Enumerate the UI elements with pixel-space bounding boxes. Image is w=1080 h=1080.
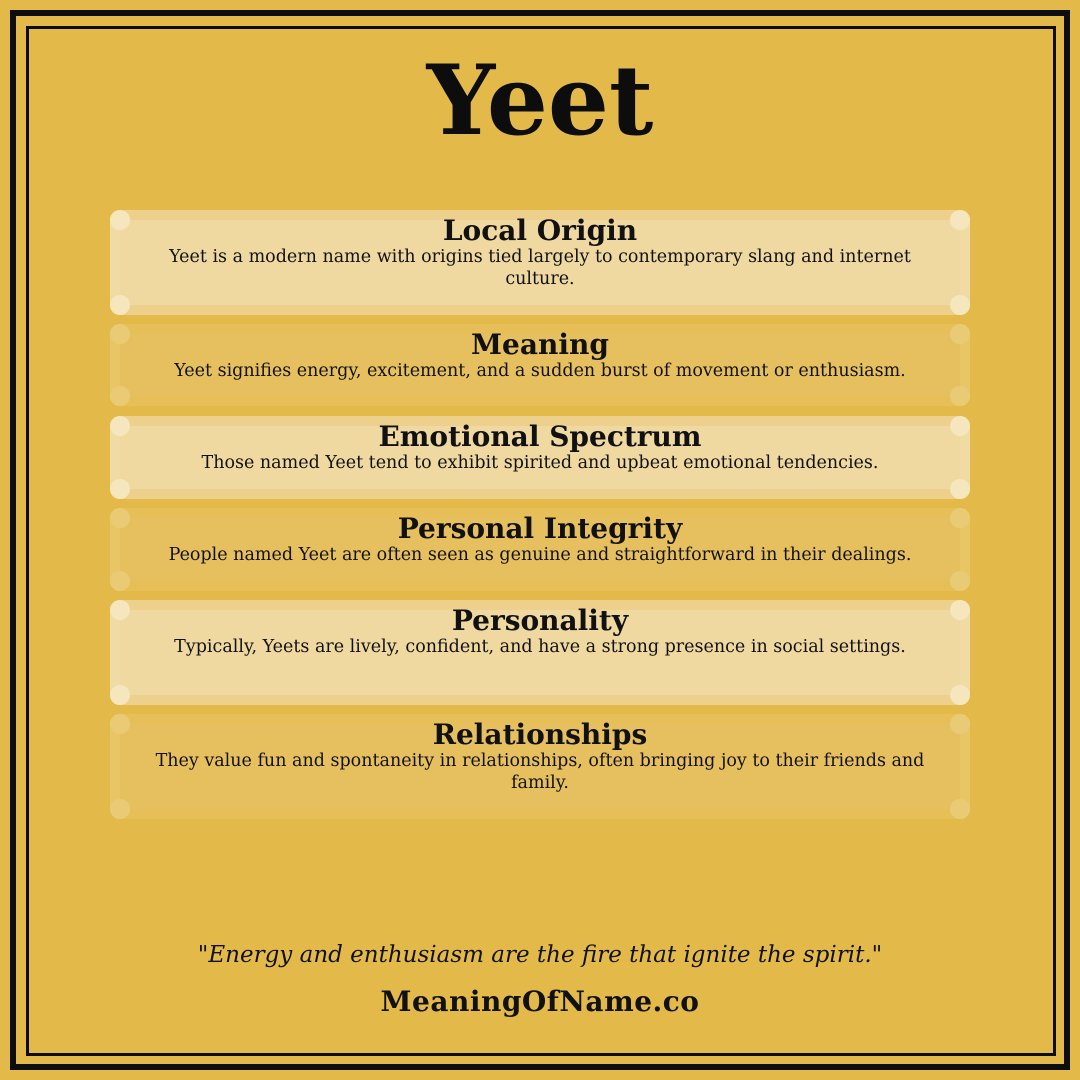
quote	[0, 940, 1080, 970]
card-relationships	[110, 714, 970, 819]
card-text: Those named Yeet tend to exhibit spirited and upbeat emotional tendencies.	[201, 453, 879, 473]
card-text: They value fun and spontaneity in relationships, often bringing joy to their friends and family.	[155, 751, 925, 793]
card-text: People named Yeet are often seen as genuine and straightforward in their dealings.	[168, 545, 912, 565]
card-title: Personal Integrity	[397, 512, 683, 545]
card-title: Local Origin	[442, 214, 638, 247]
quote-open: "	[197, 942, 209, 968]
card-personal-integrity	[110, 508, 970, 591]
card-meaning	[110, 324, 970, 406]
card-title: Emotional Spectrum	[378, 420, 702, 453]
card-text: Typically, Yeets are lively, confident, and have a strong presence in social settings.	[174, 637, 906, 657]
card-text: Yeet signifies energy, excitement, and a sudden burst of movement or enthusiasm.	[174, 361, 906, 381]
quote-close: "	[871, 942, 883, 968]
card-emotional-spectrum	[110, 416, 970, 499]
site-name: MeaningOfName.co	[380, 985, 700, 1018]
card-personality	[110, 600, 970, 705]
quote-body: Energy and enthusiasm are the fire that ignite the spirit.	[208, 942, 872, 968]
card-title: Meaning	[471, 328, 609, 361]
card-title: Relationships	[432, 718, 648, 751]
card-title: Personality	[451, 604, 629, 637]
card-local-origin	[110, 210, 970, 315]
card-text: Yeet is a modern name with origins tied largely to contemporary slang and internet culture.	[169, 247, 911, 289]
name-title: Yeet	[426, 44, 654, 157]
